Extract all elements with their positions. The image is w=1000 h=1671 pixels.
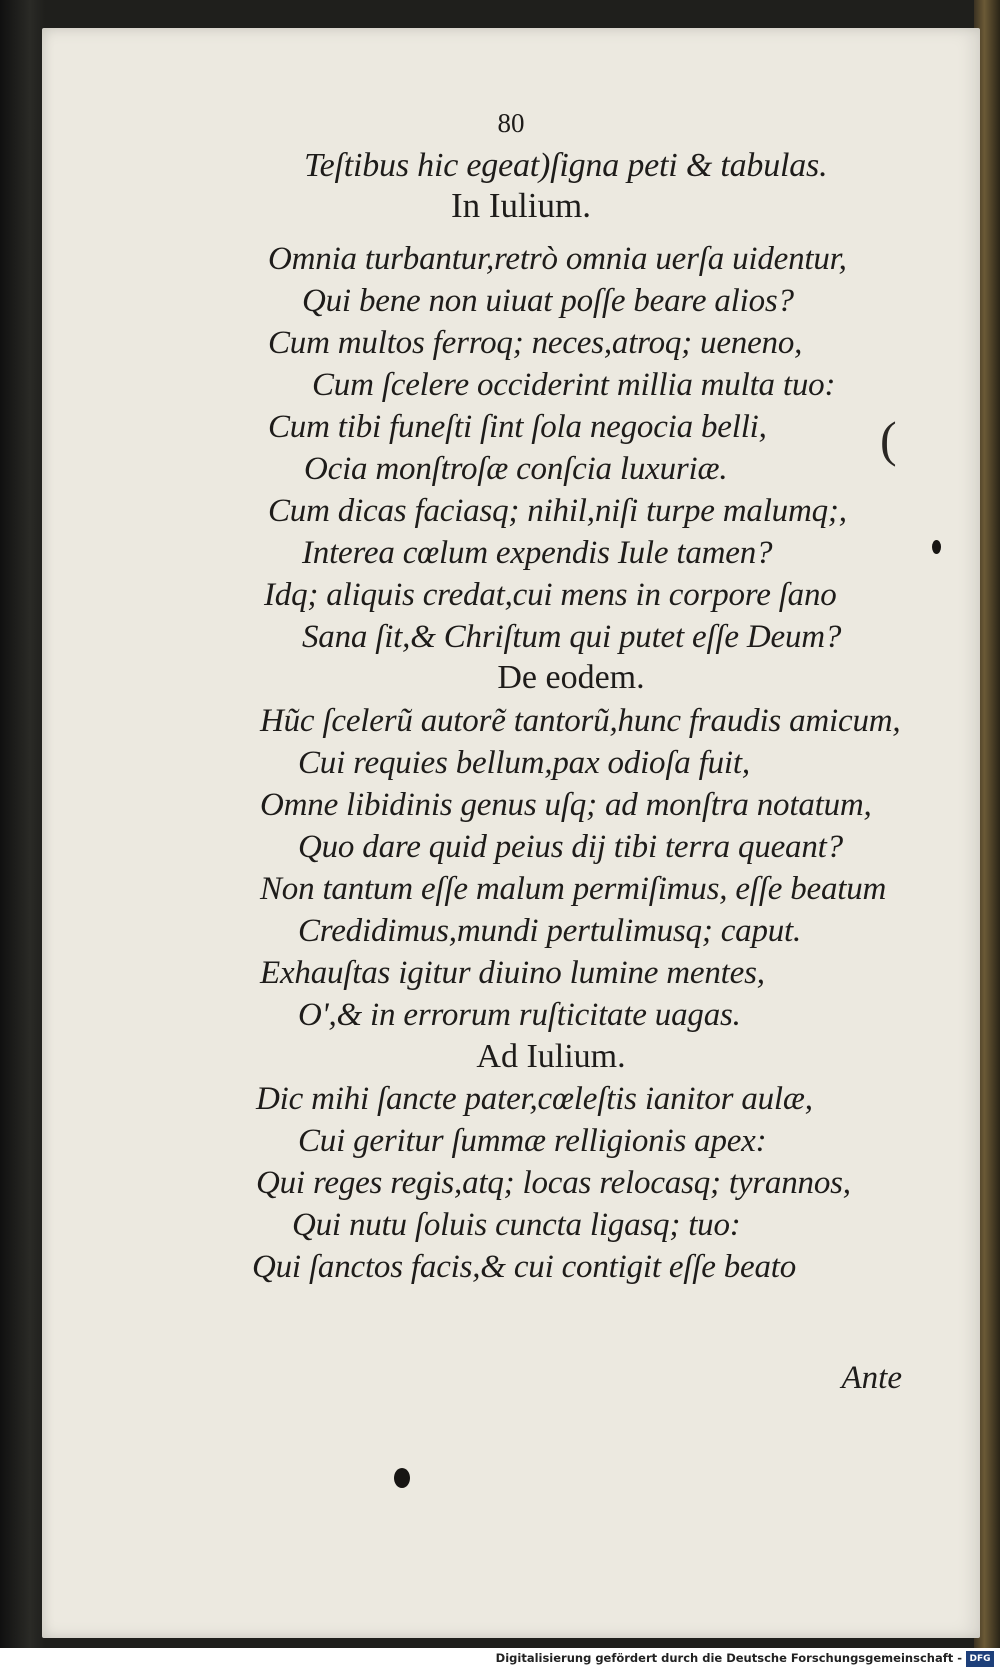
verse-line: Qui ſanctos facis,& cui contigit eſſe beato	[252, 1249, 797, 1285]
verse-line: Omne libidinis genus uſq; ad monſtra notatum,	[260, 787, 872, 823]
verse-line: Hũc ſcelerũ autorẽ tantorũ,hunc fraudis amicum,	[260, 703, 901, 739]
page-number: 80	[497, 108, 525, 138]
verse-line: Cui geritur ſummæ relligionis apex:	[298, 1123, 767, 1159]
verse-line: Cum ſcelere occiderint millia multa tuo:	[312, 367, 836, 403]
verse-line: Quo dare quid peius dij tibi terra queant?	[298, 829, 843, 865]
verse-line: Credidimus,mundi pertulimusq; caput.	[298, 913, 802, 949]
verse-line: Sana ſit,& Chriſtum qui putet eſſe Deum?	[302, 619, 842, 655]
verse-line: O',& in errorum ruſticitate uagas.	[298, 997, 741, 1033]
verse-line: Qui bene non uiuat poſſe beare alios?	[302, 283, 794, 319]
footer-credit: Digitalisierung gefördert durch die Deutsche Forschungsgemeinschaft -	[495, 1651, 962, 1665]
poem-heading: In Iulium.	[451, 186, 591, 225]
digitization-footer	[0, 1648, 1000, 1671]
page-text	[42, 28, 980, 1638]
verse-line: Qui reges regis,atq; locas relocasq; tyrannos,	[256, 1165, 851, 1201]
verse-line: Ocia monſtroſæ conſcia luxuriæ.	[304, 451, 728, 487]
ink-spot	[394, 1468, 410, 1488]
poem-heading: Ad Iulium.	[476, 1038, 626, 1075]
verse-line: Non tantum eſſe malum permiſimus, eſſe beatum	[260, 871, 887, 907]
margin-mark: (	[880, 411, 897, 467]
ink-spot	[932, 540, 941, 554]
verse-line: Cum multos ferroq; neces,atroq; ueneno,	[268, 325, 803, 361]
dfg-logo-icon: DFG	[966, 1651, 994, 1667]
verse-line: Teſtibus hic egeat)ſigna peti & tabulas.	[304, 147, 828, 184]
verse-line: Idq; aliquis credat,cui mens in corpore ſano	[264, 577, 837, 613]
catchword: Ante	[841, 1360, 902, 1396]
verse-line: Dic mihi ſancte pater,cœleſtis ianitor aulæ,	[256, 1081, 813, 1117]
book-page	[42, 28, 980, 1638]
verse-line: Cui requies bellum,pax odioſa fuit,	[298, 745, 750, 781]
verse-line: Exhauſtas igitur diuino lumine mentes,	[260, 955, 765, 991]
verse-line: Omnia turbantur,retrò omnia uerſa uidentur,	[268, 241, 847, 277]
poem-heading: De eodem.	[497, 659, 645, 696]
verse-line: Interea cœlum expendis Iule tamen?	[302, 535, 773, 571]
verse-line: Qui nutu ſoluis cuncta ligasq; tuo:	[292, 1207, 741, 1243]
verse-line: Cum dicas faciasq; nihil,niſi turpe malumq;,	[268, 493, 847, 529]
verse-line: Cum tibi funeſti ſint ſola negocia belli,	[268, 409, 767, 445]
